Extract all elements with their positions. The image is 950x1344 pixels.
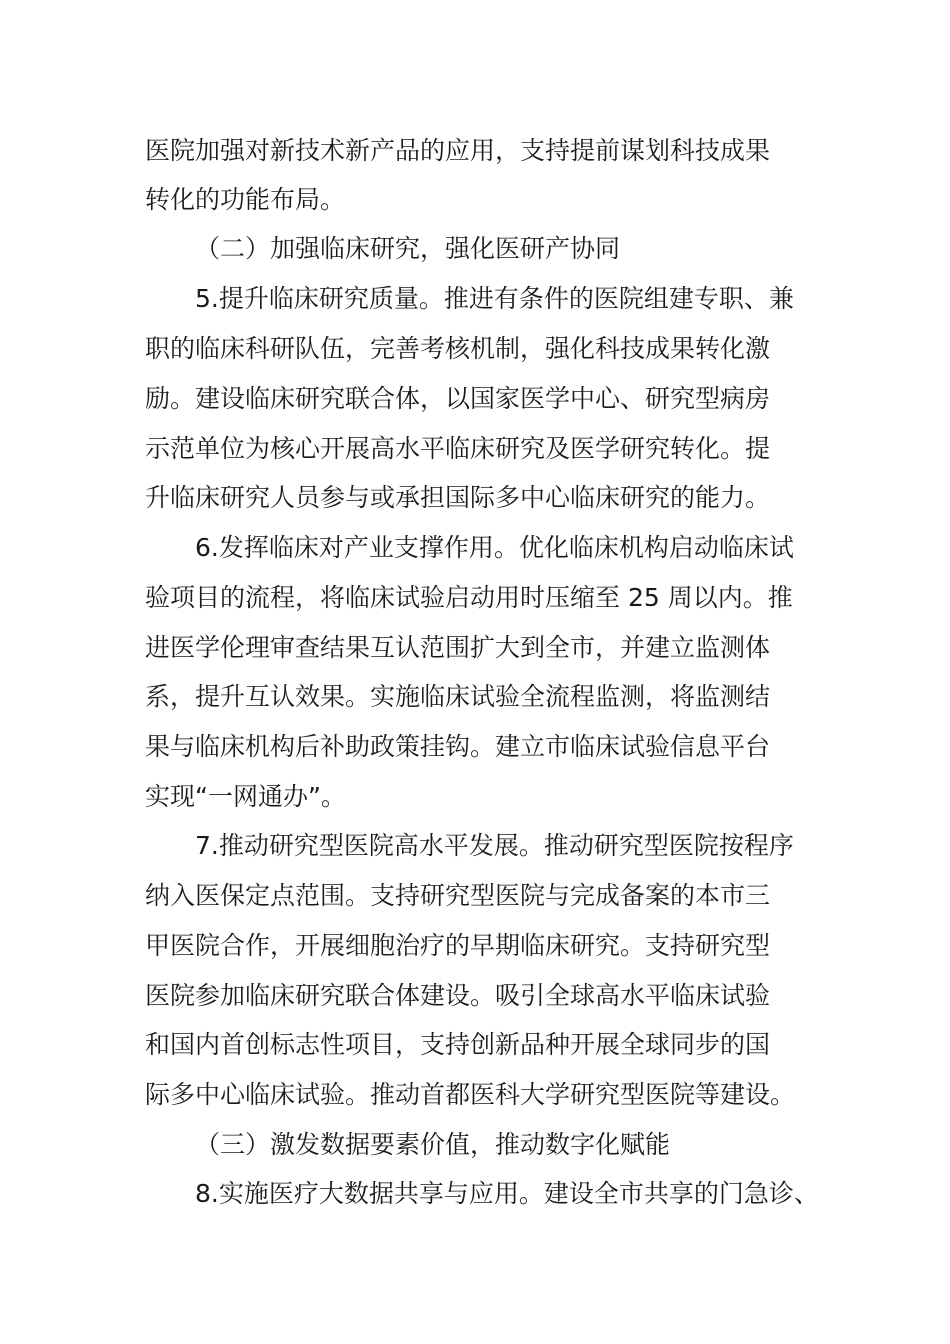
- text-line: 甲医院合作，开展细胞治疗的早期临床研究。支持研究型: [145, 931, 771, 960]
- text-line: 果与临床机构后补助政策挂钩。建立市临床试验信息平台: [145, 732, 771, 761]
- text-line: 系，提升互认效果。实施临床试验全流程监测，将监测结: [145, 682, 771, 711]
- text-line: 和国内首创标志性项目，支持创新品种开展全球同步的国: [145, 1030, 771, 1059]
- text-line: 进医学伦理审查结果互认范围扩大到全市，并建立监测体: [145, 633, 771, 662]
- text-line: 转化的功能布局。: [145, 185, 346, 214]
- text-line: 纳入医保定点范围。支持研究型医院与完成备案的本市三: [145, 881, 771, 910]
- section-heading: （二）加强临床研究，强化医研产协同: [195, 234, 621, 263]
- paragraph-start: 8.实施医疗大数据共享与应用。建设全市共享的门急诊、: [195, 1179, 819, 1208]
- text-line: 际多中心临床试验。推动首都医科大学研究型医院等建设。: [145, 1080, 796, 1109]
- text-line: 升临床研究人员参与或承担国际多中心临床研究的能力。: [145, 483, 771, 512]
- section-heading: （三）激发数据要素价值，推动数字化赋能: [195, 1130, 671, 1159]
- text-line: 验项目的流程，将临床试验启动用时压缩至 25 周以内。推: [145, 583, 793, 612]
- text-line: 医院加强对新技术新产品的应用，支持提前谋划科技成果: [145, 136, 771, 165]
- paragraph-start: 5.提升临床研究质量。推进有条件的医院组建专职、兼: [195, 284, 794, 313]
- paragraph-start: 7.推动研究型医院高水平发展。推动研究型医院按程序: [195, 831, 794, 860]
- text-line: 励。建设临床研究联合体，以国家医学中心、研究型病房: [145, 384, 771, 413]
- text-line: 实现“一网通办”。: [145, 782, 346, 811]
- text-line: 医院参加临床研究联合体建设。吸引全球高水平临床试验: [145, 981, 771, 1010]
- paragraph-start: 6.发挥临床对产业支撑作用。优化临床机构启动临床试: [195, 533, 794, 562]
- text-line: 示范单位为核心开展高水平临床研究及医学研究转化。提: [145, 434, 771, 463]
- text-line: 职的临床科研队伍，完善考核机制，强化科技成果转化激: [145, 334, 771, 363]
